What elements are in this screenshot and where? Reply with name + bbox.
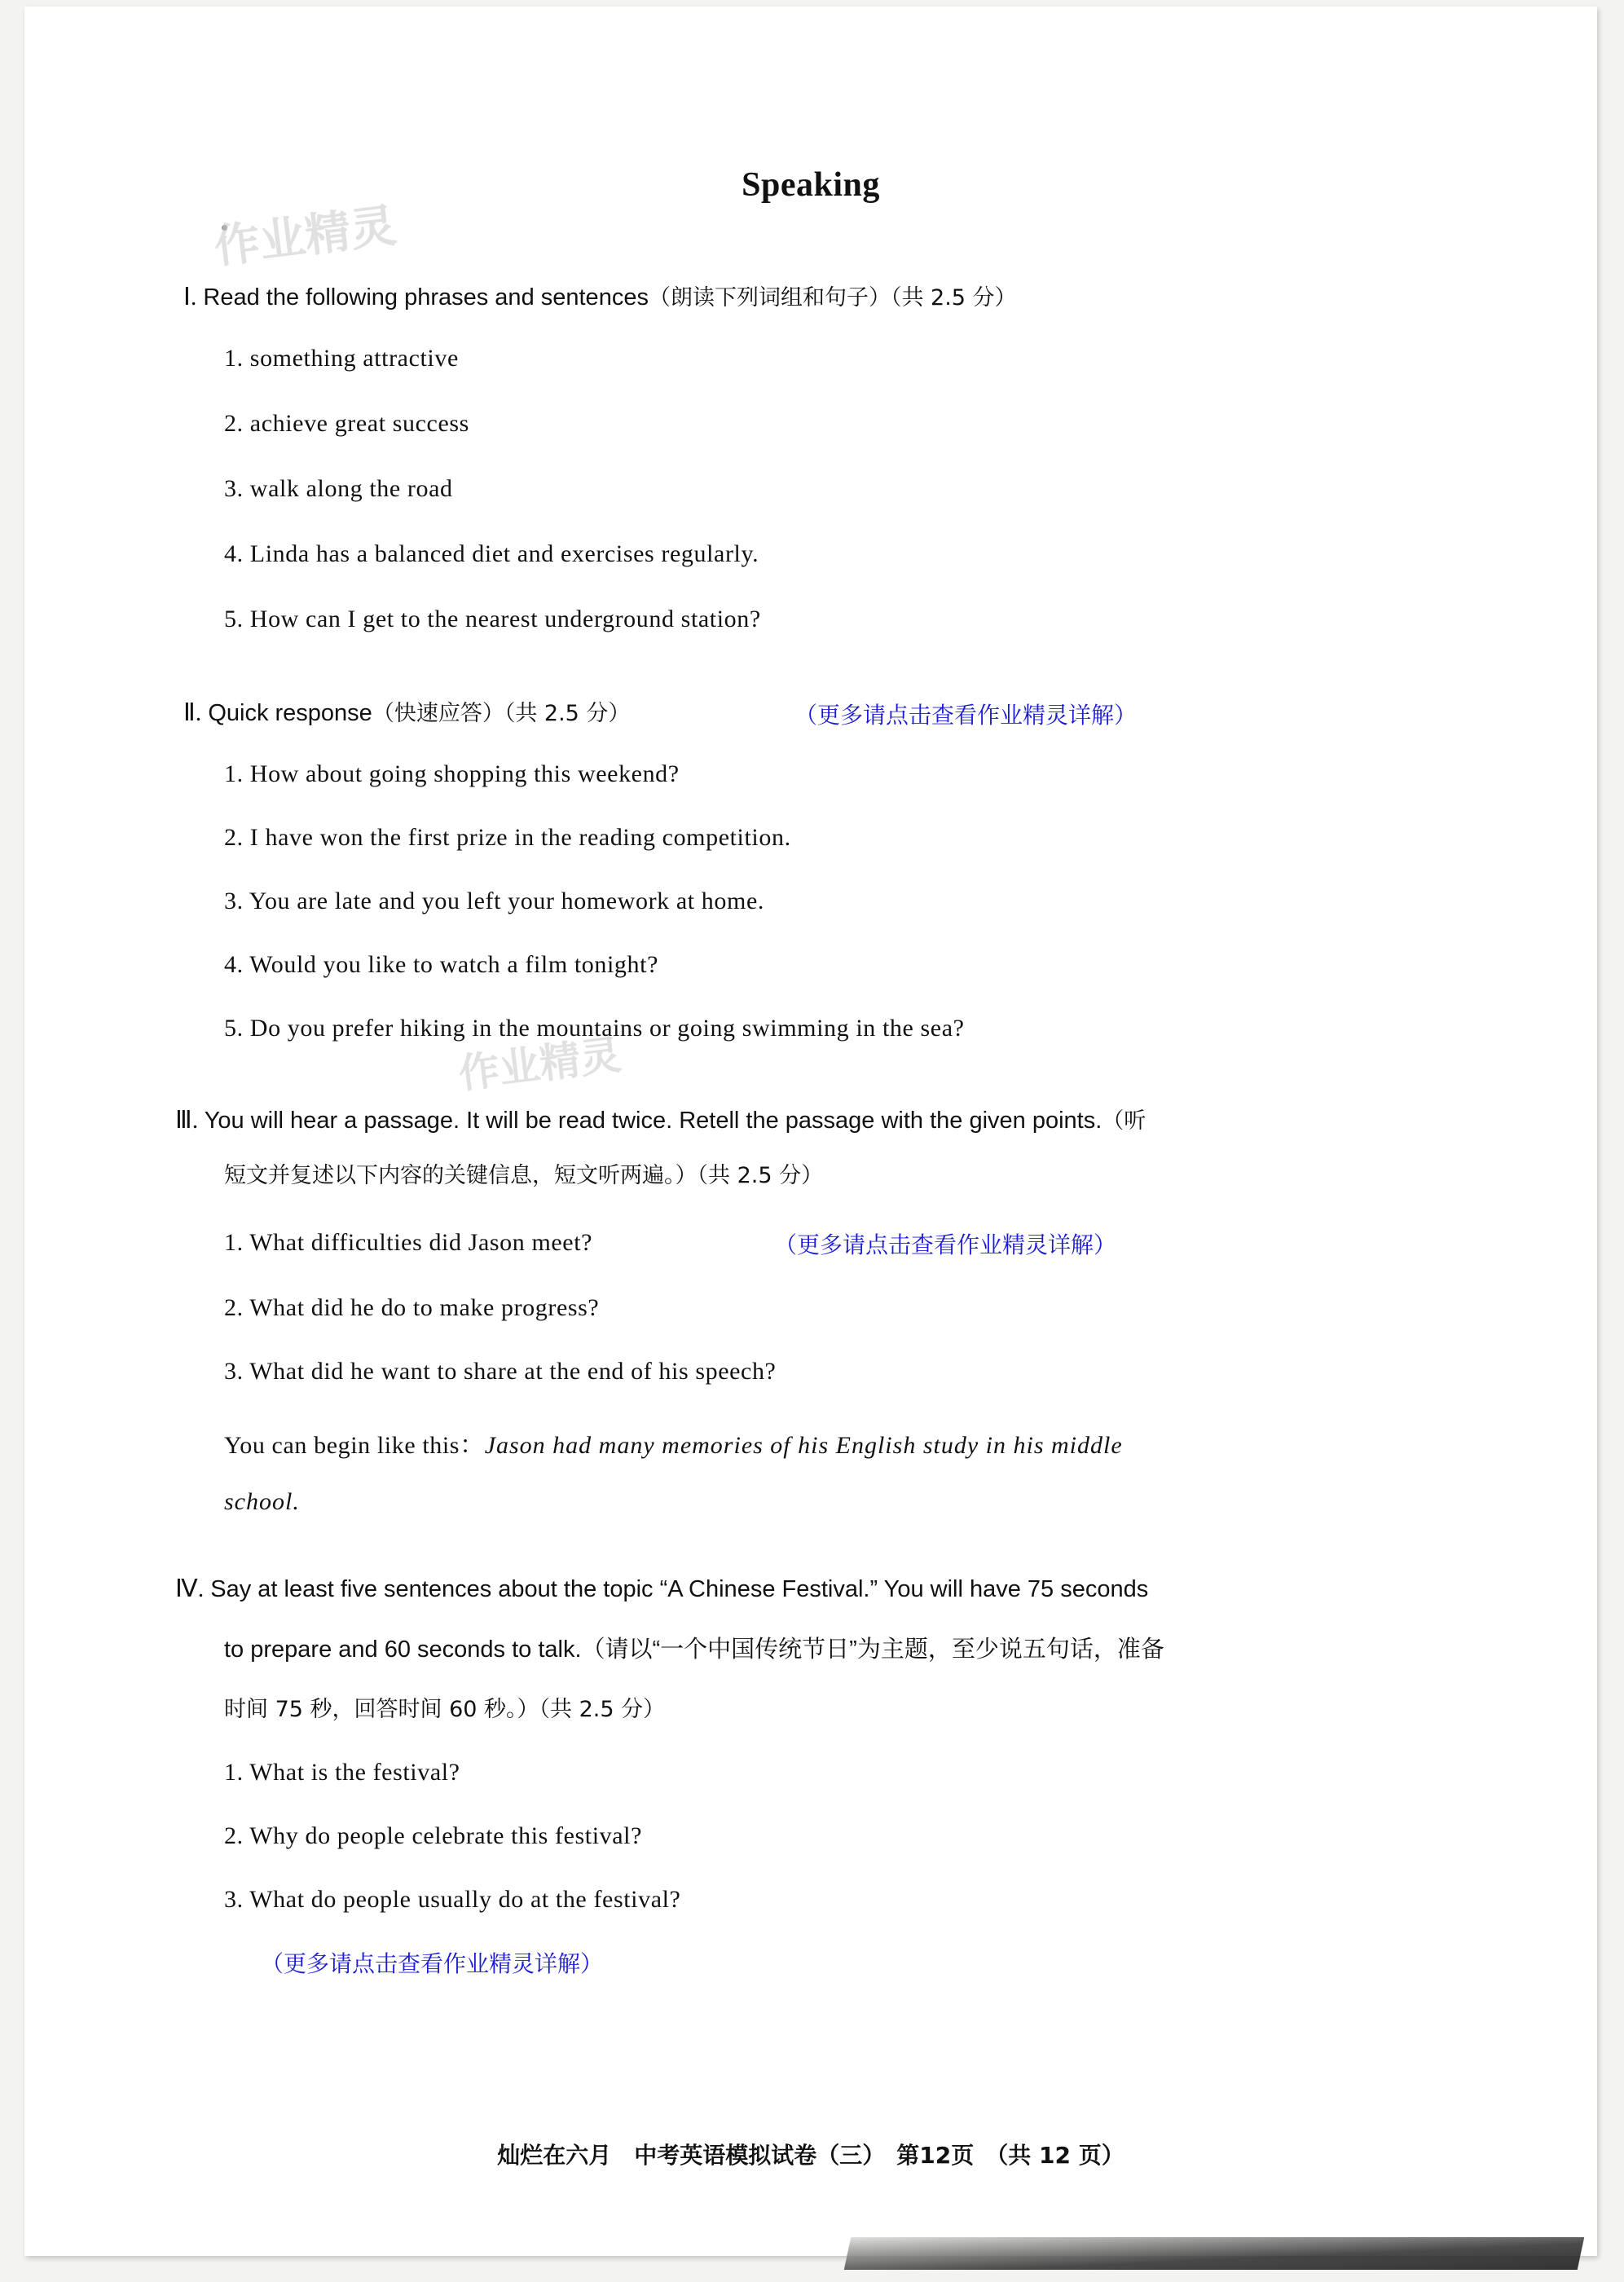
page-edge-shadow: [844, 2237, 1585, 2270]
section-2-heading: Ⅱ. Quick response（快速应答）（共 2.5 分）: [183, 699, 631, 726]
section-1-heading: Ⅰ. Read the following phrases and sentences（朗读下列词组和句子）（共 2.5 分）: [183, 284, 1017, 311]
list-item: 1. How about going shopping this weekend?: [224, 760, 680, 787]
begin-label: You can begin like this：: [224, 1432, 485, 1459]
list-item: 3. What did he want to share at the end of his speech?: [224, 1358, 777, 1385]
list-item: 1. What difficulties did Jason meet?: [224, 1229, 593, 1256]
list-item: 3. What do people usually do at the festival?: [224, 1886, 681, 1913]
watermark-middle: 作业精灵: [456, 1031, 624, 1097]
watermark-top: 作业精灵: [211, 200, 399, 274]
section-4-heading-line3: 时间 75 秒，回答时间 60 秒。）（共 2.5 分）: [224, 1697, 666, 1722]
list-item: 1. something attractive: [224, 345, 459, 372]
detail-link[interactable]: （更多请点击查看作业精灵详解）: [261, 1950, 604, 1977]
detail-link[interactable]: （更多请点击查看作业精灵详解）: [794, 702, 1138, 729]
section-3-heading-en: You will hear a passage. It will be read twice. Retell the passage with the given points.: [204, 1108, 1102, 1134]
page-footer: 灿烂在六月 中考英语模拟试卷（三） 第12页 （共 12 页）: [497, 2142, 1124, 2169]
section-1-heading-en: Read the following phrases and sentences: [203, 284, 649, 311]
begin-text-line2: school.: [224, 1488, 300, 1515]
list-item: 1. What is the festival?: [224, 1759, 460, 1786]
list-item: 3. You are late and you left your homework at home.: [224, 888, 764, 914]
section-3-heading-cn-2: 短文并复述以下内容的关键信息，短文听两遍。）（共 2.5 分）: [224, 1163, 824, 1188]
section-4-heading-line2: [224, 1632, 1593, 1667]
list-item: 4. Would you like to watch a film tonight?: [224, 951, 658, 978]
section-1-heading-cn: （朗读下列词组和句子）（共 2.5 分）: [648, 285, 1017, 311]
list-item: 2. Why do people celebrate this festival?: [224, 1822, 643, 1849]
list-item: 4. Linda has a balanced diet and exercises regularly.: [224, 540, 759, 567]
section-4-heading-line2-text: to prepare and 60 seconds to talk.（请以“一个中国传统节日”为主题，至少说五句话，准备: [224, 1637, 1164, 1663]
begin-text-line1: Jason had many memories of his English study in his middle: [484, 1432, 1123, 1459]
page-title: Speaking: [742, 166, 880, 204]
section-3-heading: Ⅲ. You will hear a passage. It will be read twice. Retell the passage with the given points.（听: [175, 1107, 1146, 1134]
list-item: 5. How can I get to the nearest underground station?: [224, 606, 761, 632]
list-item: 2. achieve great success: [224, 410, 469, 437]
section-2-heading-cn: （快速应答）（共 2.5 分）: [372, 701, 631, 726]
section-3-heading-cn-1: （听: [1102, 1108, 1146, 1134]
list-item: 2. I have won the first prize in the reading competition.: [224, 824, 791, 851]
section-4-heading-line1: Say at least five sentences about the topic “A Chinese Festival.” You will have 75 seconds: [210, 1576, 1149, 1602]
page-content: [24, 7, 1597, 2256]
section-2-heading-en: Quick response: [208, 700, 372, 726]
detail-link[interactable]: （更多请点击查看作业精灵详解）: [774, 1231, 1117, 1258]
list-item: 3. walk along the road: [224, 475, 453, 502]
begin-line: [224, 1425, 1123, 1460]
section-4-heading: Ⅳ. Say at least five sentences about the topic “A Chinese Festival.” You will have 75 seconds: [175, 1575, 1149, 1602]
list-item: 5. Do you prefer hiking in the mountains or going swimming in the sea?: [224, 1015, 965, 1042]
section-4-number: Ⅳ: [175, 1575, 198, 1602]
ink-dot: [222, 225, 227, 231]
section-1-number: Ⅰ: [183, 284, 191, 311]
section-2-number: Ⅱ: [183, 699, 196, 726]
document-page: [24, 7, 1597, 2256]
list-item: 2. What did he do to make progress?: [224, 1294, 600, 1321]
section-3-number: Ⅲ: [175, 1107, 192, 1134]
